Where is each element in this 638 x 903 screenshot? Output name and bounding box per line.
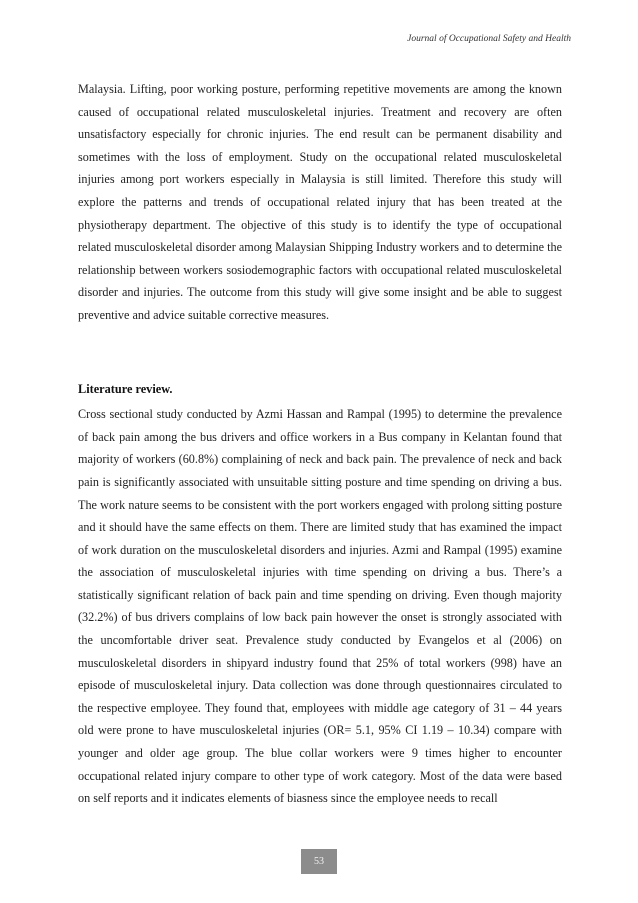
running-header: Journal of Occupational Safety and Health [407,34,571,44]
literature-review-paragraph: Cross sectional study conducted by Azmi Hassan and Rampal (1995) to determine the prevalence of back pain among the bus drivers and office workers in a Bus company in Kelantan found that majority of workers (60.8%) complaining of neck and back pain. The prevalence of neck and back pain is significantly associated with unsuitable sitting posture and time spending on driving a bus. The work nature seems to be consistent with the port workers engaged with prolong sitting posture and it should have the same effects on them. There are limited study that has examined the impact of work duration on the musculoskeletal disorders and injuries. Azmi and Rampal (1995) examine the association of musculoskeletal injuries with time spending on driving a bus. There’s a statistically significant relation of back pain and time spending on driving. Even though majority (32.2%) of bus drivers complains of low back pain however the onset is strongly associated with the uncomfortable driver seat. Prevalence study conducted by Evangelos et al (2006) on musculoskeletal disorders in shipyard industry found that 25% of total workers (998) have an episode of musculoskeletal injury. Data collection was done through questionnaires circulated to the respective employee. They found that, employees with middle age category of 31 – 44 years old were prone to have musculoskeletal injuries (OR= 5.1, 95% CI 1.19 – 10.34) compare with younger and older age group. The blue collar workers were 9 times higher to encounter occupational related injury compare to other type of work category. Most of the data were based on self reports and it indicates elements of biasness since the employee needs to recall [78,407,562,806]
intro-paragraph: Malaysia. Lifting, poor working posture, performing repetitive movements are among the known caused of occupational related musculoskeletal injuries. Treatment and recovery are often unsatisfactory especially for chronic injuries. The end result can be permanent disability and sometimes with the loss of employment. Study on the occupational related musculoskeletal injuries among port workers especially in Malaysia is still limited. Therefore this study will explore the patterns and trends of occupational related injury that has been treated at the physiotherapy department. The objective of this study is to identify the type of occupational related musculoskeletal disorder among Malaysian Shipping Industry workers and to determine the relationship between workers sosiodemographic factors with occupational related musculoskeletal disorder and injuries. The outcome from this study will give some insight and be able to suggest preventive and advice suitable corrective measures. [78,82,562,322]
page-body [78,78,562,810]
literature-review-heading: Literature review. [78,381,173,396]
page-number: 53 [301,849,337,874]
